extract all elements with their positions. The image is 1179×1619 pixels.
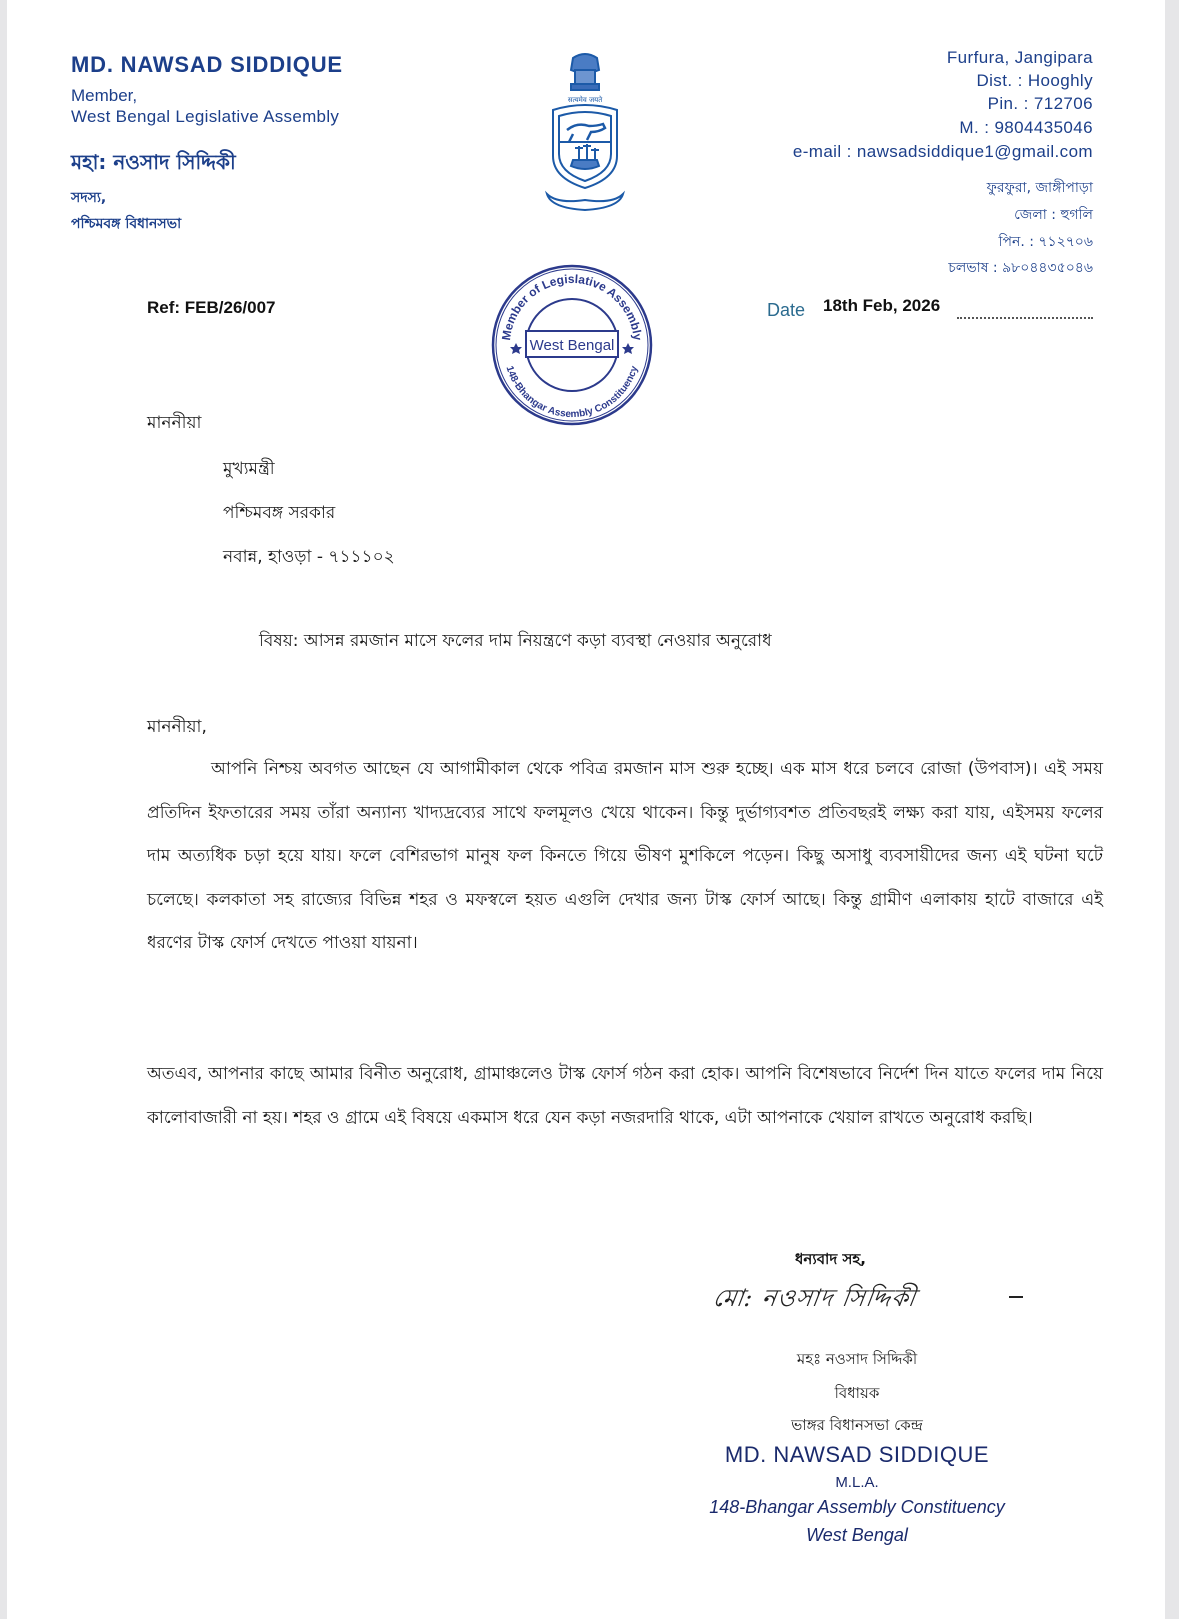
recipient-designation: মুখ্যমন্ত্রী	[223, 459, 275, 479]
signatory-title-bn: বিধায়ক	[834, 1384, 880, 1402]
letter-subject: বিষয়: আসন্ন রমজান মাসে ফলের দাম নিয়ন্ত্রণে কড়া ব্যবস্থা নেওয়ার অনুরোধ	[259, 631, 772, 651]
seal-top-text: Member of Legislative Assembly	[499, 271, 645, 342]
signatory-state-en: West Bengal	[806, 1525, 908, 1545]
body-greeting: মাননীয়া,	[147, 717, 207, 737]
seal-star-icon	[622, 343, 634, 354]
letterhead-member-bn: সদস্য,	[71, 190, 107, 206]
letterhead-name-en: MD. NAWSAD SIDDIQUE	[71, 52, 343, 77]
letterhead-member-en: Member,	[71, 86, 138, 105]
recipient-salutation: মাননীয়া	[147, 413, 202, 433]
phone-bn: চলভাষ : ৯৮০৪৪৩৫০৪৬	[948, 260, 1093, 276]
address-line-en: Pin. : 712706	[987, 94, 1093, 113]
letterhead-assembly-en: West Bengal Legislative Assembly	[71, 107, 340, 126]
body-paragraph-2-text: অতএব, আপনার কাছে আমার বিনীত অনুরোধ, গ্রামাঞ্চলেও টাস্ক ফোর্স গঠন করা হোক। আপনি বিশেষভাবে নির্দেশ দিন যাতে ফলের দাম নিয়ে কালোবাজারী না হয়। শহর ও গ্রামে এই বিষয়ে একমাস ধরে যেন কড়া নজরদারি থাকে, এটা আপনাকে খেয়াল রাখতে অনুরোধ করছি।	[147, 1064, 1103, 1128]
date-value: 18th Feb, 2026	[823, 296, 941, 315]
seal-bottom-text: 148-Bhangar Assembly Constituency	[503, 364, 641, 421]
address-line-en: Dist. : Hooghly	[976, 71, 1093, 90]
svg-text:148-Bhangar Assembly Constitue	[504, 364, 641, 420]
recipient-government: পশ্চিমবঙ্গ সরকার	[223, 503, 336, 523]
letter-page	[7, 0, 1165, 1619]
reference-number: Ref: FEB/26/007	[147, 298, 276, 317]
signatory-title-en: M.L.A.	[835, 1474, 879, 1491]
body-paragraph-2	[147, 1053, 1103, 1140]
emblem-motto: सत्यमेव जयते	[567, 96, 603, 104]
address-line-en: Furfura, Jangipara	[946, 48, 1093, 67]
address-line-bn: ফুরফুরা, জাঙ্গীপাড়া	[986, 180, 1093, 196]
signature-dash	[1009, 1296, 1023, 1298]
state-emblem-icon	[535, 48, 635, 218]
address-line-bn: জেলা : হুগলি	[1014, 207, 1093, 223]
seal-star-icon	[510, 343, 522, 354]
letterhead-assembly-bn: পশ্চিমবঙ্গ বিধানসভা	[71, 216, 182, 232]
body-paragraph-1	[147, 748, 1103, 966]
phone-en: M. : 9804435046	[959, 118, 1093, 137]
date-label: Date	[767, 300, 806, 320]
handwritten-signature: মো: নওসাদ সিদ্দিকী	[711, 1284, 919, 1312]
seal-center-text: West Bengal	[529, 337, 615, 354]
body-paragraph-1-text: আপনি নিশ্চয় অবগত আছেন যে আগামীকাল থেকে পবিত্র রমজান মাস শুরু হচ্ছে। এক মাস ধরে চলবে রোজা (উপবাস)। এই সময় প্রতিদিন ইফতারের সময় তাঁরা অন্যান্য খাদ্যদ্রব্যের সাথে ফলমূলও খেয়ে থাকেন। কিন্তু দুর্ভাগ্যবশত প্রতিবছরই লক্ষ্য করা যায়, এইসময় ফলের দাম অত্যধিক চড়া হয়ে যায়। ফলে বেশিরভাগ মানুষ ফল কিনতে গিয়ে ভীষণ মুশকিলে পড়েন। কিছু অসাধু ব্যবসায়ীদের জন্য এই ঘটনা ঘটে চলেছে। কলকাতা সহ রাজ্যের বিভিন্ন শহর ও মফস্বলে হয়ত এগুলি দেখার জন্য টাস্ক ফোর্স আছে। কিন্তু গ্রামীণ এলাকায় হাটে বাজারে এই ধরণের টাস্ক ফোর্স দেখতে পাওয়া যায়না।	[147, 759, 1103, 953]
address-line-bn: পিন. : ৭১২৭০৬	[998, 234, 1093, 250]
closing-thanks: ধন্যবাদ সহ,	[795, 1250, 866, 1268]
signatory-constituency-en: 148-Bhangar Assembly Constituency	[709, 1497, 1005, 1517]
mla-seal-stamp	[490, 263, 655, 428]
date-dotted-line	[957, 317, 1093, 319]
signatory-constituency-bn: ভাঙ্গর বিধানসভা কেন্দ্র	[791, 1416, 923, 1434]
signatory-name-bn: মহঃ নওসাদ সিদ্দিকী	[796, 1350, 918, 1368]
signatory-name-en: MD. NAWSAD SIDDIQUE	[724, 1442, 990, 1467]
recipient-address: নবান্ন, হাওড়া - ৭১১১০২	[223, 547, 395, 567]
letterhead-name-bn: মহা: নওসাদ সিদ্দিকী	[71, 150, 236, 174]
email-en: e-mail : nawsadsiddique1@gmail.com	[792, 142, 1093, 161]
